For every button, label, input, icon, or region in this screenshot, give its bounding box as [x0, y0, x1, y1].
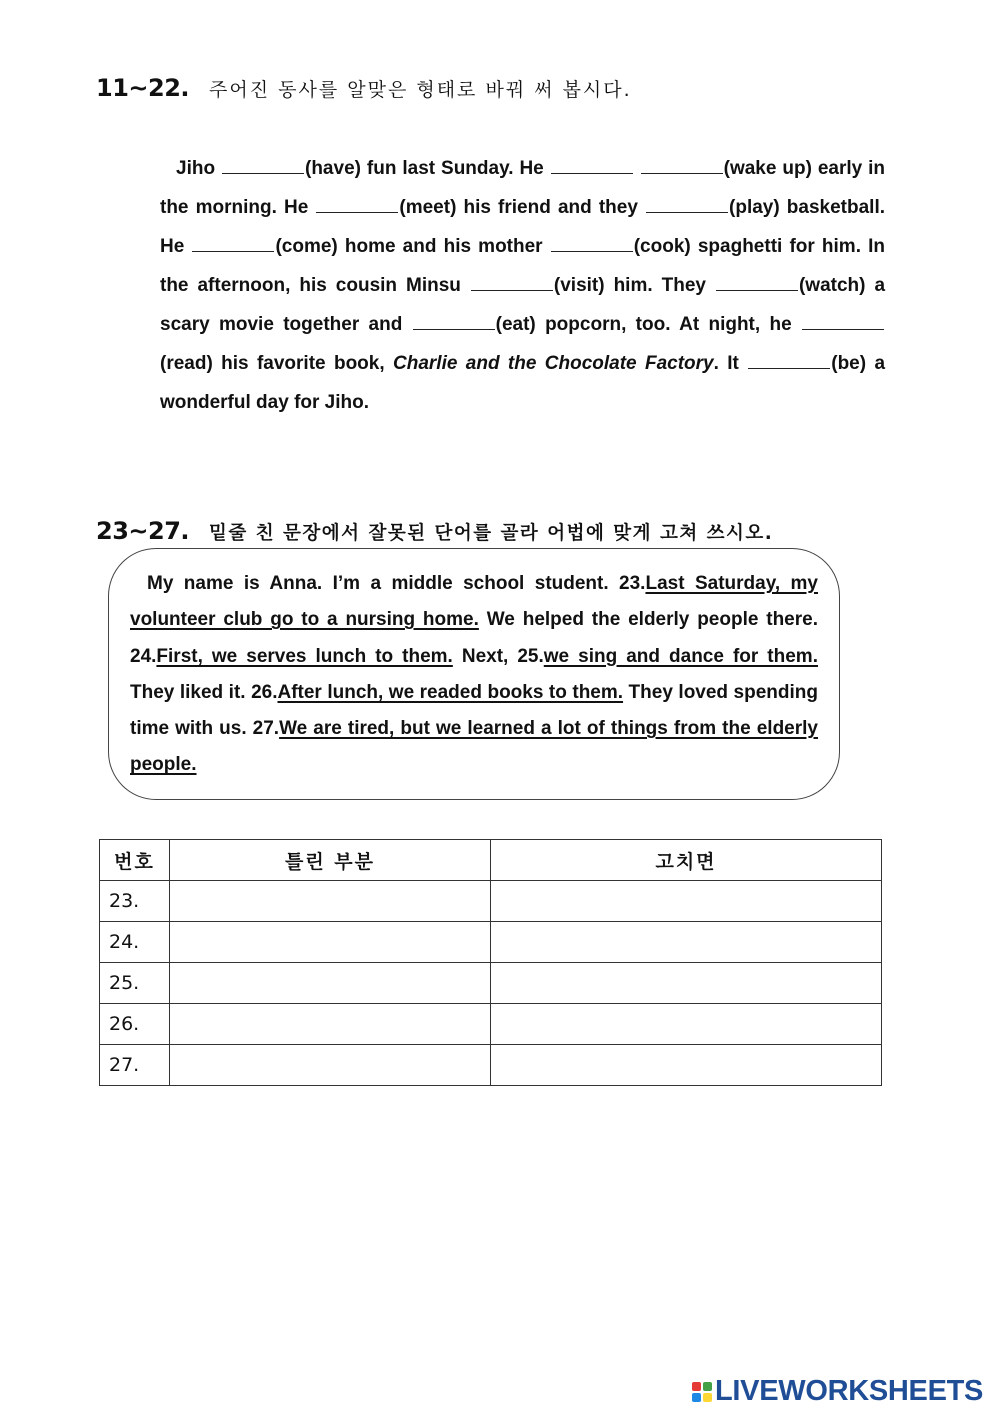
section-2-heading — [96, 517, 773, 545]
section-1-number: 11~22. — [96, 74, 190, 102]
book-title: Charlie and the Chocolate Factory — [393, 353, 714, 374]
text-segment: They liked it. 26. — [130, 681, 278, 703]
table-row — [100, 922, 882, 963]
wrong-part-cell[interactable] — [170, 881, 491, 922]
answer-blank-12b[interactable] — [641, 158, 723, 174]
text-segment: They loved spending time with us. 27. — [130, 681, 818, 740]
table-row — [100, 963, 882, 1004]
answer-blank-16[interactable] — [551, 236, 633, 252]
logo-square — [692, 1382, 701, 1391]
table-row — [100, 881, 882, 922]
text-segment: (have) fun last Sunday. He — [305, 158, 544, 179]
logo-mark-icon — [692, 1382, 712, 1402]
logo-text: LIVEWORKSHEETS — [715, 1375, 984, 1407]
wrong-part-cell[interactable] — [170, 1045, 491, 1086]
section-1-instruction: 주어진 동사를 알맞은 형태로 바꿔 써 봅시다. — [209, 79, 632, 101]
underlined-sentence-23: Last Saturday, my volunteer club go to a nursing home. — [130, 573, 819, 631]
text-segment: Jiho — [176, 158, 216, 179]
text-segment: (cook) spaghetti for him. In the afternoon, his cousin Minsu — [160, 236, 885, 296]
header-correction: 고치면 — [491, 840, 882, 881]
answer-blank-15[interactable] — [192, 236, 274, 252]
correction-cell[interactable] — [491, 963, 882, 1004]
correction-cell[interactable] — [491, 1004, 882, 1045]
row-number: 27. — [100, 1045, 170, 1086]
table-row — [100, 1004, 882, 1045]
answer-blank-19[interactable] — [413, 314, 495, 330]
section-1-heading — [96, 74, 632, 102]
correction-cell[interactable] — [491, 881, 882, 922]
row-number: 26. — [100, 1004, 170, 1045]
text-segment: (play) basketball. He — [160, 197, 886, 257]
text-segment: (eat) popcorn, too. At night, he — [495, 314, 792, 335]
text-segment: Next, 25. — [452, 645, 544, 667]
wrong-part-cell[interactable] — [170, 1004, 491, 1045]
wrong-part-cell[interactable] — [170, 922, 491, 963]
underlined-sentence-24: First, we serves lunch to them. — [156, 645, 453, 667]
answer-blank-13[interactable] — [316, 197, 398, 213]
text-segment: (be) a wonderful day for Jiho. — [160, 353, 886, 413]
answer-table — [99, 839, 882, 1086]
answer-blank-12a[interactable] — [551, 158, 633, 174]
answer-blank-18[interactable] — [716, 275, 798, 291]
table-row — [100, 1045, 882, 1086]
answer-blank-21[interactable] — [748, 353, 830, 369]
text-segment: (read) his favorite book, — [160, 353, 385, 374]
section-2-instruction: 밑줄 친 문장에서 잘못된 단어를 골라 어법에 맞게 고쳐 쓰시오. — [209, 523, 774, 544]
correction-cell[interactable] — [491, 922, 882, 963]
text-segment: (come) home and his mother — [275, 236, 543, 257]
fill-in-paragraph — [160, 149, 885, 422]
logo-square — [692, 1393, 701, 1402]
text-segment: . It — [713, 353, 739, 374]
section-2-number: 23~27. — [96, 517, 190, 545]
underlined-sentence-26: After lunch, we readed books to them. — [277, 681, 624, 703]
text-segment: (watch) a scary movie together and — [160, 275, 886, 335]
header-wrong-part: 틀린 부분 — [170, 840, 491, 881]
text-segment: My name is Anna. I’m a middle school student. 23. — [147, 573, 646, 594]
liveworksheets-logo[interactable] — [692, 1375, 983, 1408]
header-number: 번호 — [100, 840, 170, 881]
answer-blank-14[interactable] — [646, 197, 728, 213]
wrong-part-cell[interactable] — [170, 963, 491, 1004]
table-header-row — [100, 840, 882, 881]
correction-cell[interactable] — [491, 1045, 882, 1086]
text-segment: (visit) him. They — [553, 275, 706, 296]
answer-blank-20[interactable] — [802, 314, 884, 330]
underlined-sentence-27: We are tired, but we learned a lot of things from the elderly people. — [130, 718, 818, 776]
logo-square — [703, 1393, 712, 1402]
text-segment: (meet) his friend and they — [399, 197, 638, 218]
row-number: 25. — [100, 963, 170, 1004]
answer-blank-11[interactable] — [222, 158, 304, 174]
text-segment: We helped the elderly people there. 24. — [130, 609, 818, 667]
row-number: 24. — [100, 922, 170, 963]
answer-blank-17[interactable] — [471, 275, 553, 291]
text-segment: (wake up) early in the morning. He — [160, 158, 886, 218]
underlined-sentence-25: we sing and dance for them. — [543, 645, 818, 667]
logo-square — [703, 1382, 712, 1391]
error-correction-paragraph — [130, 566, 818, 784]
row-number: 23. — [100, 881, 170, 922]
